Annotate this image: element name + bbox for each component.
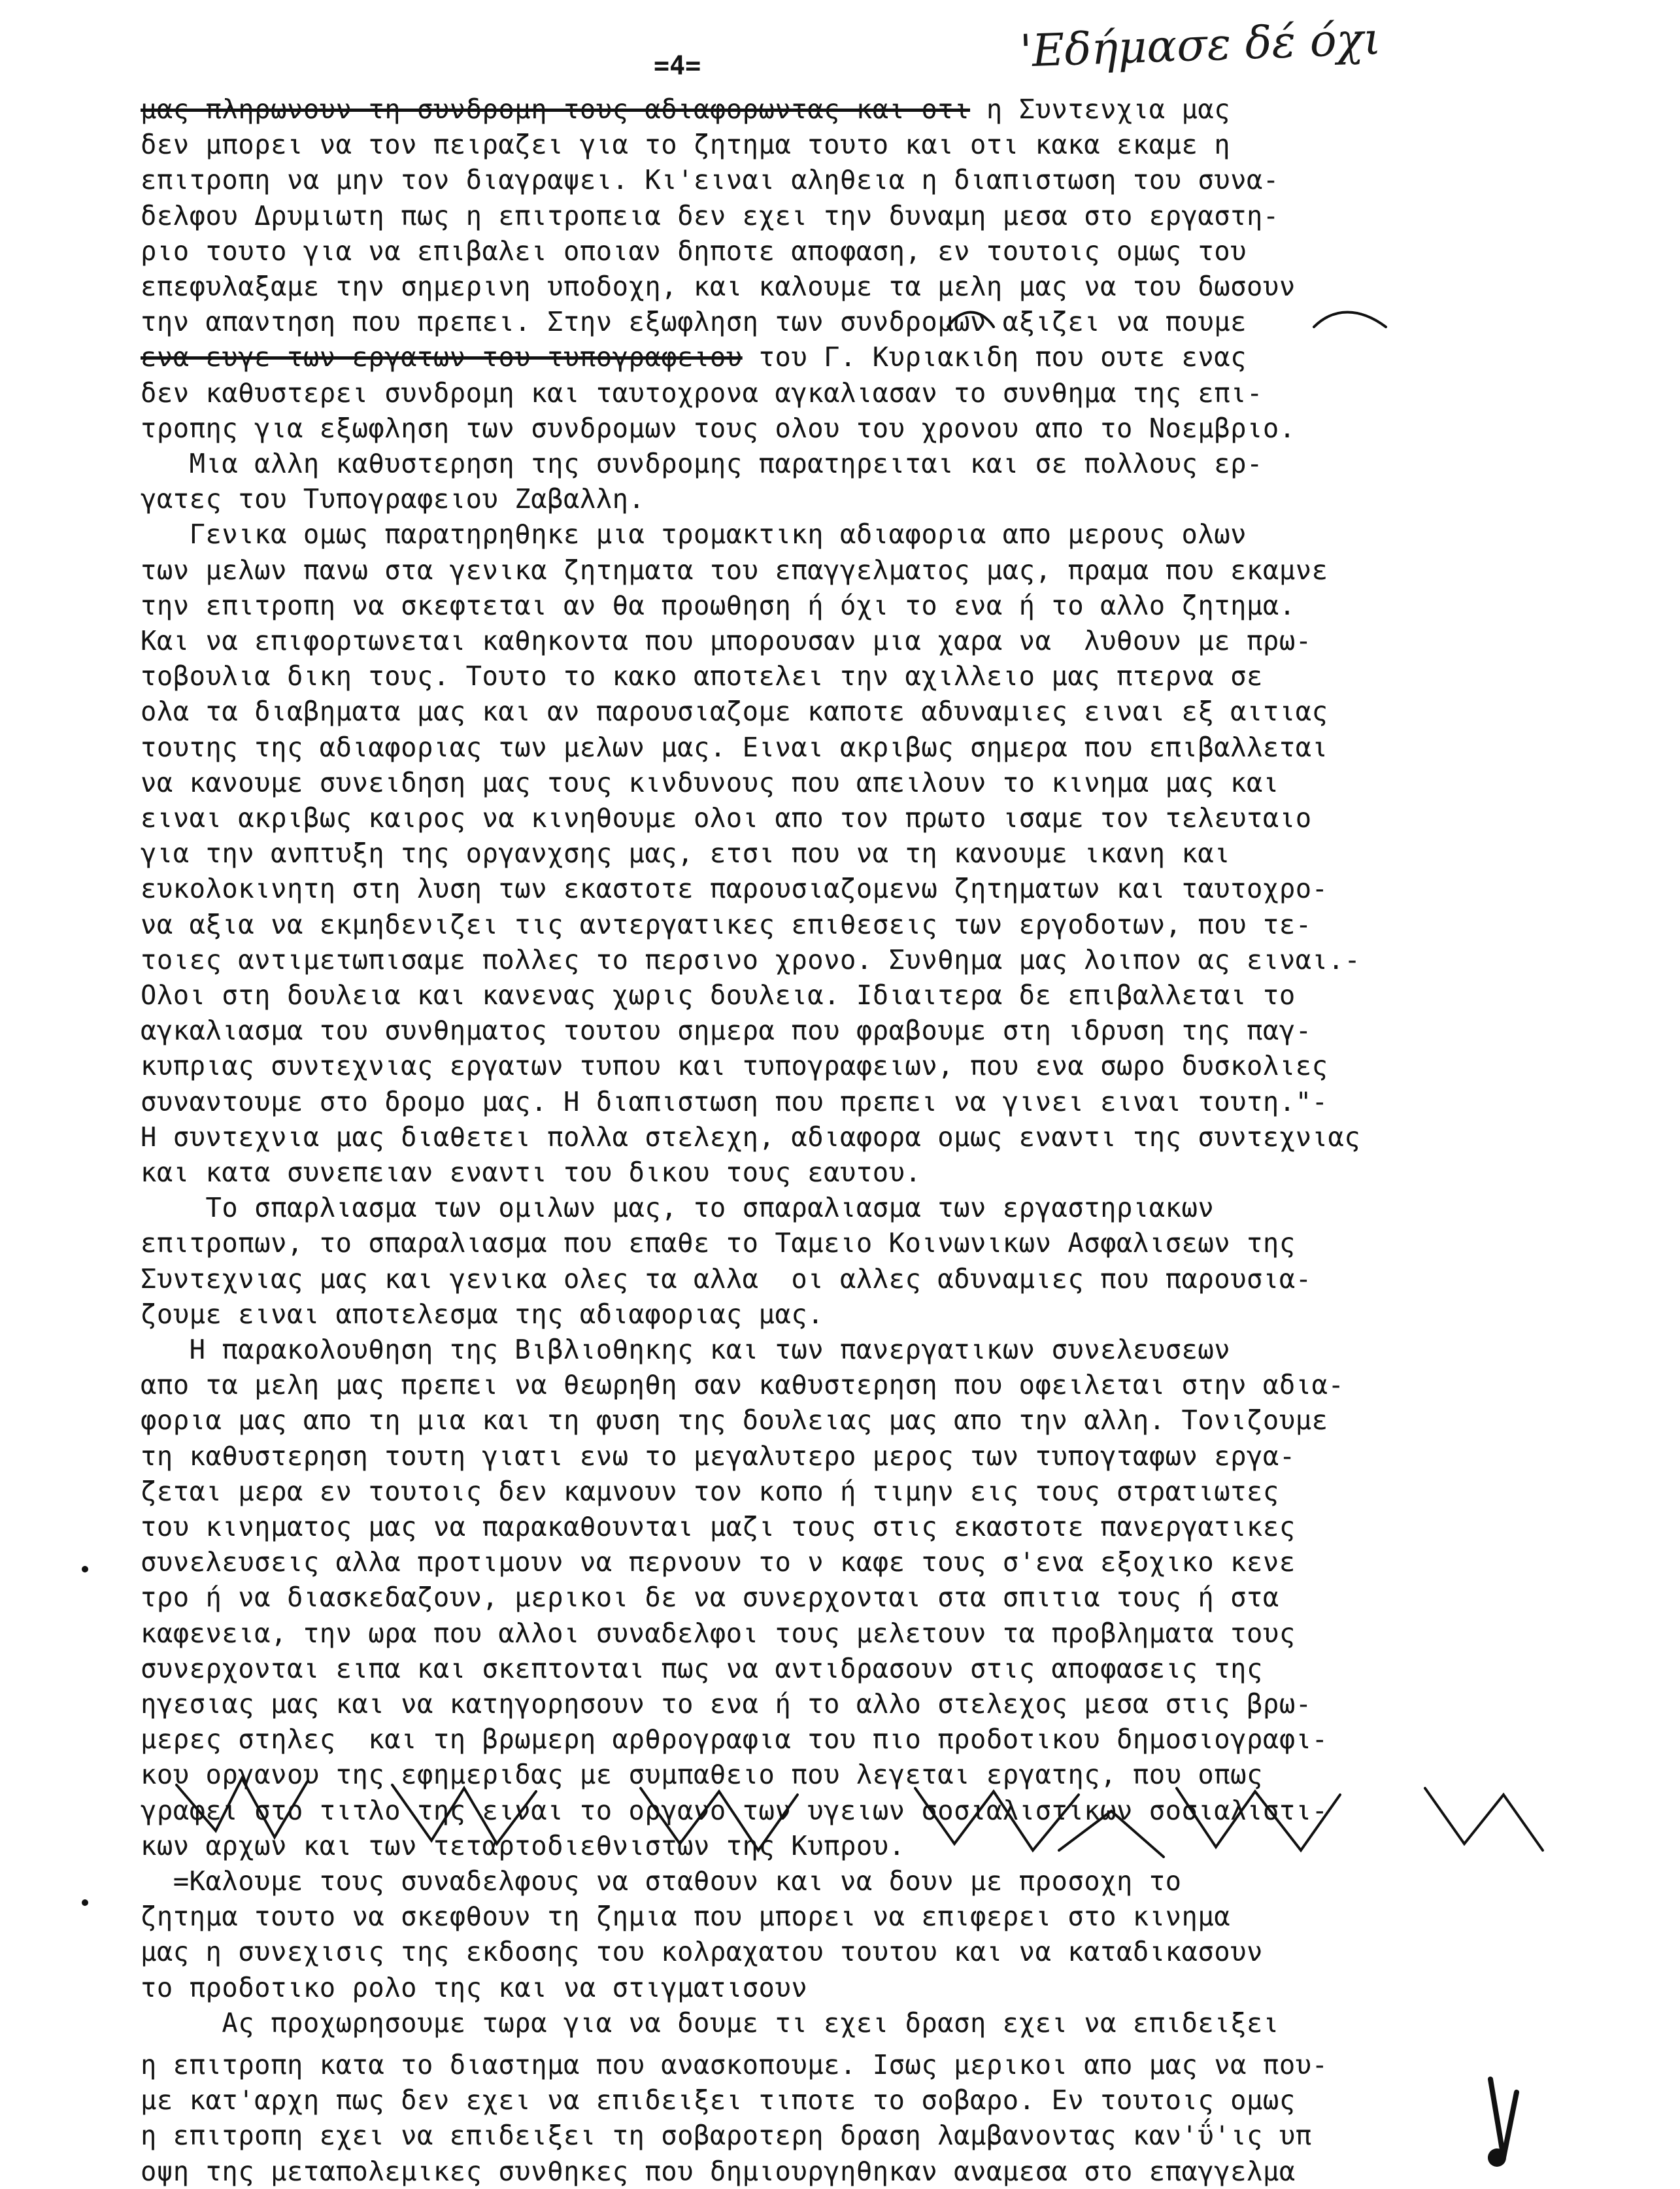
text-line: ζεται μερα εν τουτοις δεν καμνουν τον κοπο ή τιμην εις τους στρατιωτες — [141, 1475, 1279, 1507]
text-line: τροπης για εξωφληση των συνδρομων τους ολου του χρονου απο το Νοεμβριο. — [141, 412, 1296, 444]
text-line: την επιτροπη να σκεφτεται αν θα προωθηση ή όχι το ενα ή το αλλο ζητημα. — [141, 589, 1296, 621]
text-line: ευκολοκινητη στη λυση των εκαστοτε παρουσιαζομενω ζητηματων και ταυτοχρο- — [141, 873, 1328, 905]
text-line: φορια μας απο τη μια και τη φυση της δουλειας μας απο την αλλη. Τονιζουμε — [141, 1404, 1328, 1436]
text-line: η επιτροπη κατα το διαστημα που ανασκοπουμε. Ισως μερικοι απο μας να που- — [141, 2049, 1328, 2080]
text-line: να αξια να εκμηδενιζει τις αντεργατικες επιθεσεις των εργοδοτων, που τε- — [141, 908, 1312, 940]
text-line: η επιτροπη εχει να επιδειξει τη σοβαροτερη δραση λαμβανοντας καν'ΰ'ις υπ — [141, 2120, 1312, 2152]
text-line: και κατα συνεπειαν εναντι του δικου τους εαυτου. — [141, 1157, 922, 1188]
text-line: των μελων πανω στα γενικα ζητηματα του επαγγελματος μας, πραμα που εκαμνε — [141, 554, 1328, 586]
text-line: Συντεχνιας μας και γενικα ολες τα αλλα οι αλλες αδυναμιες που παρουσια- — [141, 1263, 1312, 1295]
text-line — [141, 339, 1247, 375]
text-line: του κινηματος μας να παρακαθουνται μαζι τους στις εκαστοτε πανεργατικες — [141, 1511, 1296, 1542]
text-line: καφενεια, την ωρα που αλλοι συναδελφοι τους μελετουν τα προβληματα τους — [141, 1617, 1296, 1649]
ink-blot — [1488, 2148, 1506, 2167]
text-line: το προδοτικο ρολο της και να στιγματισουν — [141, 1971, 808, 2003]
struck-text: ενα ευγε των εργατων του τυπογραφειου — [141, 341, 743, 373]
ink-mark — [1490, 2079, 1517, 2158]
text-line: Μια αλλη καθυστερηση της συνδρομης παρατηρειται και σε πολλους ερ- — [141, 448, 1263, 479]
text-line: Και να επιφορτωνεται καθηκοντα που μπορουσαν μια χαρα να λυθουν με πρω- — [141, 625, 1312, 656]
page-number: =4= — [654, 51, 701, 81]
ink-dot — [82, 1899, 88, 1906]
text-line: κυπριας συντεχνιας εργατων τυπου και τυπογραφειων, που ενα σωρο δυσκολιες — [141, 1050, 1328, 1082]
struck-text: μας πληρωνουν τη συνδρομη τους αδιαφορωντας και οτι — [141, 93, 971, 125]
text-line: ζητημα τουτο να σκεφθουν τη ζημια που μπορει να επιφερει στο κινημα — [141, 1901, 1231, 1933]
text-line — [141, 92, 1230, 127]
line-remainder: η Συντενχια μας — [970, 93, 1231, 125]
text-line: αγκαλιασμα του συνθηματος τουτου σημερα που φραβουμε στη ιδρυση της παγ- — [141, 1015, 1312, 1047]
text-line: δεν μπορει να τον πειραζει για το ζητημα τουτο και οτι κακα εκαμε η — [141, 129, 1231, 161]
text-line: μας η συνεχισις της εκδοσης του κολραχατου τουτου και να καταδικασουν — [141, 1936, 1263, 1968]
handwritten-insertion-mark — [1314, 313, 1386, 328]
text-line: επιτροπων, το σπαραλιασμα που επαθε το Ταμειο Κοινωνικων Ασφαλισεων της — [141, 1227, 1296, 1259]
scribble-mark — [1425, 1788, 1543, 1850]
text-line: οψη της μεταπολεμικες συνθηκες που δημιουργηθηκαν αναμεσα στο επαγγελμα — [141, 2155, 1296, 2187]
text-line: κων αρχων και των τεταρτοδιεθνιστων της Κυπρου. — [141, 1829, 905, 1861]
text-line: τη καθυστερηση τουτη γιατι ενω το μεγαλυτερο μερος των τυπογταφων εργα- — [141, 1440, 1296, 1472]
text-line: ριο τουτο για να επιβαλει οποιαν δηποτε αποφαση, εν τουτοις ομως του — [141, 235, 1247, 267]
text-line: συναντουμε στο δρομο μας. Η διαπιστωση που πρεπει να γινει ειναι τουτη."- — [141, 1085, 1328, 1117]
text-line: επεφυλαξαμε την σημερινη υποδοχη, και καλουμε τα μελη μας να του δωσουν — [141, 271, 1296, 302]
text-line: Ολοι στη δουλεια και κανενας χωρις δουλεια. Ιδιαιτερα δε επιβαλλεται το — [141, 979, 1296, 1011]
text-line: ολα τα διαβηματα μας και αν παρουσιαζομε καποτε αδυναμιες ειναι εξ αιτιας — [141, 696, 1328, 728]
text-line: τρο ή να διασκεδαζουν, μερικοι δε να συνερχονται στα σπιτια τους ή στα — [141, 1582, 1279, 1614]
text-line: τοβουλια δικη τους. Τουτο το κακο αποτελει την αχιλλειο μας πτερνα σε — [141, 660, 1263, 692]
text-line: ηγεσιας μας και να κατηγορησουν το ενα ή το αλλο στελεχος μεσα στις βρω- — [141, 1688, 1312, 1720]
text-line: Η παρακολουθηση της Βιβλιοθηκης και των πανεργατικων συνελευσεων — [141, 1334, 1231, 1365]
text-line: =Καλουμε τους συναδελφους να σταθουν και να δουν με προσοχη το — [141, 1865, 1182, 1897]
text-line: γραφει στο τιτλο της ειναι το οργανο των υγειων σοσιαλιστικων σοσιαλιστι- — [141, 1794, 1328, 1826]
text-line: συνερχονται ειπα και σκεπτονται πως να αντιδρασουν στις αποφασεις της — [141, 1652, 1263, 1684]
text-line: δελφου Δρυμιωτη πως η επιτροπεια δεν εχει την δυναμη μεσα στο εργαστη- — [141, 199, 1279, 231]
ink-dot — [82, 1566, 88, 1572]
text-line: συνελευσεις αλλα προτιμουν να περνουν το ν καφε τους σ'ενα εξοχικο κενε — [141, 1546, 1296, 1578]
line-remainder: του Γ. Κυριακιδη που ουτε ενας — [742, 341, 1247, 373]
text-line: για την ανπτυξη της οργανχσης μας, ετσι που να τη κανουμε ικανη και — [141, 838, 1231, 870]
text-line: με κατ'αρχη πως δεν εχει να επιδειξει τιποτε το σοβαρο. Εν τουτοις ομως — [141, 2084, 1296, 2116]
handwritten-annotation: 'Εδήμασε δέ όχι — [1018, 13, 1382, 78]
text-line: Το σπαρλιασμα των ομιλων μας, το σπαραλιασμα των εργαστηριακων — [141, 1192, 1215, 1224]
text-line: γατες του Τυπογραφειου Ζαβαλλη. — [141, 483, 645, 515]
text-line: Η συντεχνια μας διαθετει πολλα στελεχη, αδιαφορα ομως εναντι της συντεχνιας — [141, 1121, 1361, 1153]
text-line: Γενικα ομως παρατηρηθηκε μια τρομακτικη αδιαφορια απο μερους ολων — [141, 518, 1247, 551]
text-line: απο τα μελη μας πρεπει να θεωρηθη σαν καθυστερηση που οφειλεται στην αδια- — [141, 1369, 1345, 1401]
text-line: τουτης της αδιαφοριας των μελων μας. Ειναι ακριβως σημερα που επιβαλλεται — [141, 731, 1328, 763]
text-line: δεν καθυστερει συνδρομη και ταυτοχρονα αγκαλιασαν το συνθημα της επι- — [141, 377, 1263, 409]
text-line: επιτροπη να μην τον διαγραψει. Κι'ειναι αληθεια η διαπιστωση του συνα- — [141, 164, 1279, 196]
text-line: κου οργανου της εφημεριδας με συμπαθειο που λεγεται εργατης, που οπως — [141, 1759, 1263, 1791]
text-line: μερες στηλες και τη βρωμερη αρθρογραφια του πιο προδοτικου δημοσιογραφι- — [141, 1723, 1328, 1756]
text-line: Ας προχωρησουμε τωρα για να δουμε τι εχει δραση εχει να επιδειξει — [141, 2007, 1279, 2039]
text-line: την απαντηση που πρεπει. Στην εξωφληση των συνδρομων αξιζει να πουμε — [141, 306, 1247, 338]
text-line: ζουμε ειναι αποτελεσμα της αδιαφοριας μας. — [141, 1298, 824, 1330]
text-line: να κανουμε συνειδηση μας τους κινδυνους που απειλουν το κινημα μας και — [141, 766, 1279, 798]
text-line: ειναι ακριβως καιρος να κινηθουμε ολοι απο τον πρωτο ισαμε τον τελευταιο — [141, 802, 1312, 834]
text-line: τοιες αντιμετωπισαμε πολλες το περσινο χρονο. Συνθημα μας λοιπον ας ειναι.- — [141, 943, 1361, 976]
